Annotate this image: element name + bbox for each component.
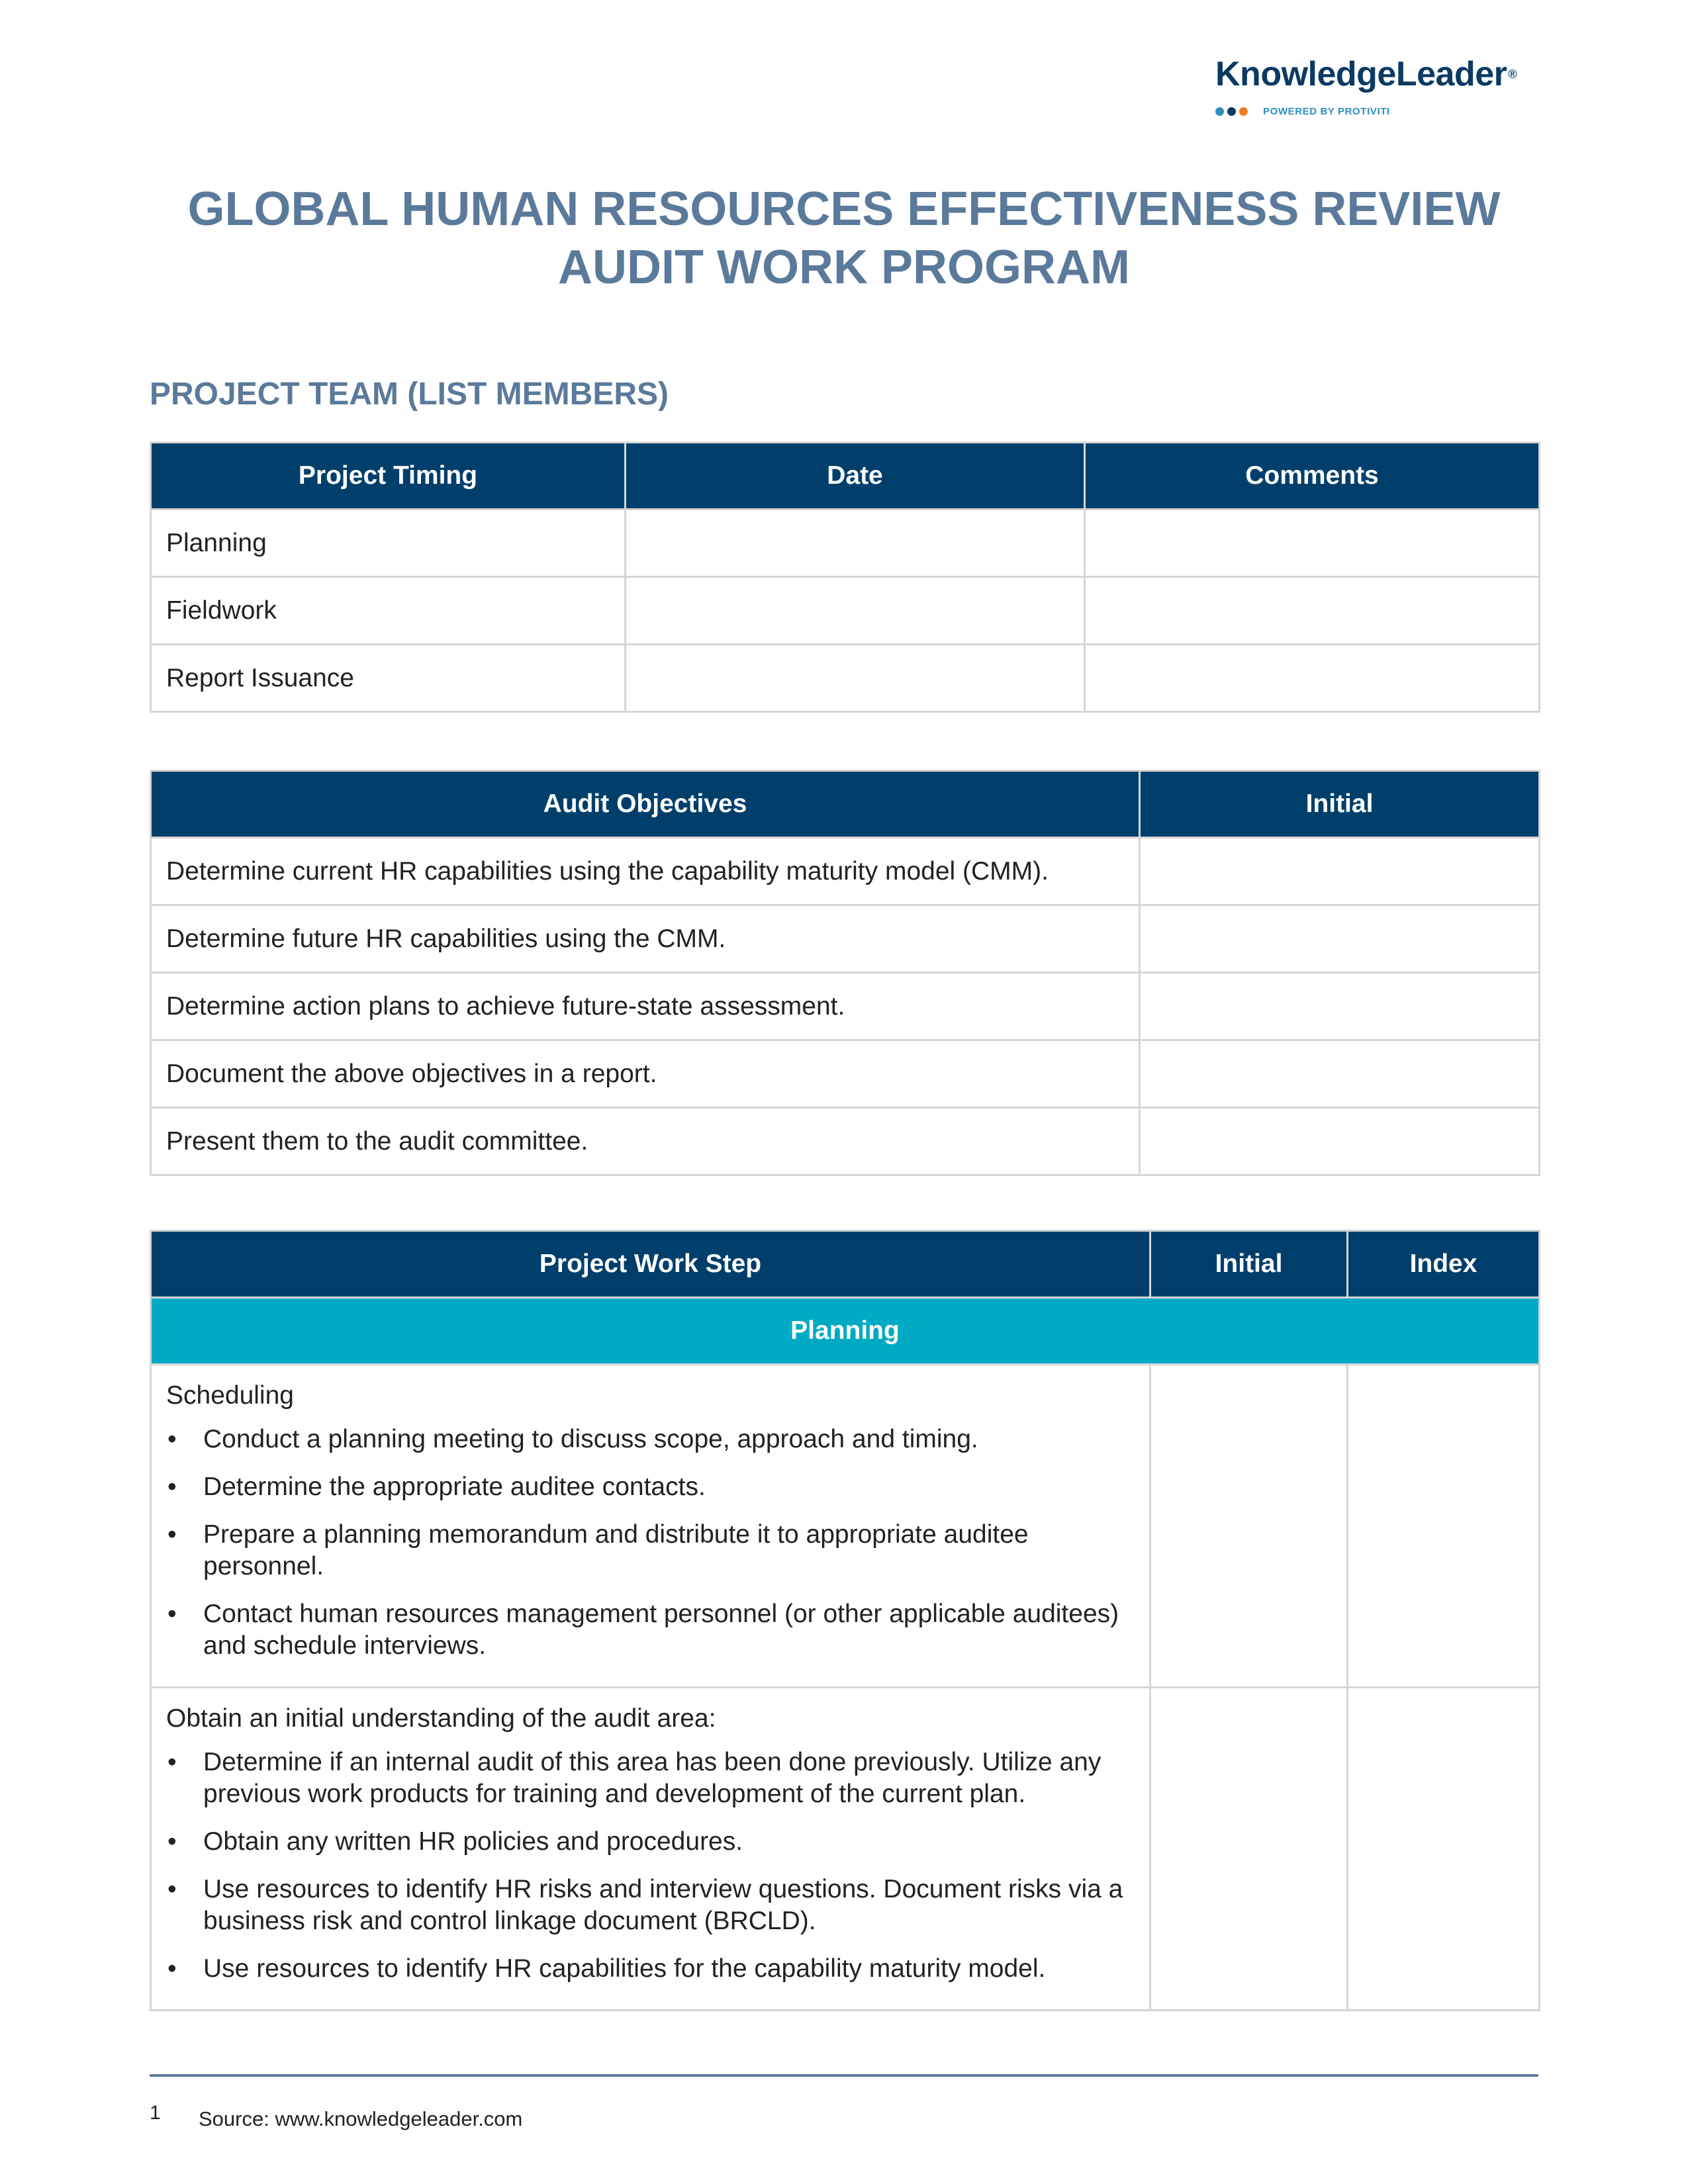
logo-tagline: POWERED BY PROTIVITI — [1263, 106, 1390, 117]
work-step-title: Scheduling — [166, 1381, 294, 1410]
table-row — [151, 1688, 1540, 2011]
source-note: Source: www.knowledgeleader.com — [199, 2107, 523, 2130]
section-heading: PROJECT TEAM (LIST MEMBERS) — [150, 377, 669, 412]
date-cell[interactable] — [626, 645, 1085, 712]
initial-cell[interactable] — [1140, 905, 1540, 973]
date-cell[interactable] — [626, 510, 1085, 577]
column-header: Project Timing — [151, 443, 626, 510]
work-step-bullet: • Contact human resources management personnel (or other applicable auditees) and schedule interviews. — [166, 1598, 1135, 1662]
table-row — [151, 577, 1540, 645]
knowledgeleader-logo — [1215, 54, 1533, 127]
page-number: 1 — [150, 2102, 161, 2124]
work-step-bullet: • Use resources to identify HR capabilities for the capability maturity model. — [166, 1953, 1135, 1985]
logo-dot-icon — [1215, 107, 1224, 116]
objective-cell: Present them to the audit committee. — [151, 1108, 1140, 1175]
logo-dot-icon — [1227, 107, 1236, 116]
work-step-bullet: • Determine if an internal audit of this area has been done previously. Utilize any previous work products for training and development of the current plan. — [166, 1747, 1135, 1810]
logo-name: KnowledgeLeader — [1215, 55, 1507, 93]
work-step-cell — [151, 1365, 1150, 1688]
table-row — [151, 645, 1540, 712]
logo-tagline-row — [1215, 106, 1390, 117]
table-row — [151, 905, 1540, 973]
document-title-line1: GLOBAL HUMAN RESOURCES EFFECTIVENESS REVIEW — [187, 183, 1501, 236]
index-cell[interactable] — [1348, 1688, 1540, 2011]
work-step-cell — [151, 1688, 1150, 2011]
comments-cell[interactable] — [1085, 510, 1540, 577]
work-step-bullet: • Conduct a planning meeting to discuss scope, approach and timing. — [166, 1424, 1135, 1455]
column-header: Project Work Step — [151, 1231, 1150, 1298]
footer-divider — [150, 2074, 1538, 2077]
work-step-bullet: • Use resources to identify HR risks and interview questions. Document risks via a business risk and control linkage document (BRCLD). — [166, 1874, 1135, 1937]
table-header-row — [151, 771, 1540, 838]
initial-cell[interactable] — [1150, 1688, 1348, 2011]
table-row — [151, 1108, 1540, 1175]
initial-cell[interactable] — [1140, 838, 1540, 905]
column-header: Index — [1348, 1231, 1540, 1298]
initial-cell[interactable] — [1140, 1108, 1540, 1175]
comments-cell[interactable] — [1085, 577, 1540, 645]
initial-cell[interactable] — [1140, 1040, 1540, 1108]
section-row — [151, 1298, 1540, 1365]
work-step-title: Obtain an initial understanding of the audit area: — [166, 1704, 716, 1733]
section-header-planning: Planning — [151, 1298, 1540, 1365]
logo-trademark: ® — [1508, 68, 1517, 81]
objective-cell: Determine future HR capabilities using the CMM. — [151, 905, 1140, 973]
work-step-bullet: • Prepare a planning memorandum and distribute it to appropriate auditee personnel. — [166, 1519, 1135, 1582]
index-cell[interactable] — [1348, 1365, 1540, 1688]
objective-cell: Determine current HR capabilities using the capability maturity model (CMM). — [151, 838, 1140, 905]
table-row — [151, 1365, 1540, 1688]
document-title-line2: AUDIT WORK PROGRAM — [558, 241, 1130, 294]
table-row — [151, 1040, 1540, 1108]
project-work-step-table — [150, 1230, 1540, 2011]
work-step-list — [166, 1424, 1135, 1662]
table-row — [151, 838, 1540, 905]
project-timing-table — [150, 441, 1540, 713]
comments-cell[interactable] — [1085, 645, 1540, 712]
work-step-bullet: • Determine the appropriate auditee contacts. — [166, 1471, 1135, 1503]
column-header: Date — [626, 443, 1085, 510]
table-header-row — [151, 443, 1540, 510]
column-header: Initial — [1150, 1231, 1348, 1298]
column-header: Comments — [1085, 443, 1540, 510]
table-row — [151, 973, 1540, 1040]
phase-cell: Fieldwork — [151, 577, 626, 645]
phase-cell: Report Issuance — [151, 645, 626, 712]
work-step-list — [166, 1747, 1135, 1985]
work-step-bullet: • Obtain any written HR policies and procedures. — [166, 1826, 1135, 1858]
column-header: Initial — [1140, 771, 1540, 838]
initial-cell[interactable] — [1150, 1365, 1348, 1688]
table-row — [151, 510, 1540, 577]
objective-cell: Determine action plans to achieve future-state assessment. — [151, 973, 1140, 1040]
column-header: Audit Objectives — [151, 771, 1140, 838]
logo-dot-icon — [1239, 107, 1248, 116]
table-header-row — [151, 1231, 1540, 1298]
audit-objectives-table — [150, 770, 1540, 1176]
objective-cell: Document the above objectives in a report. — [151, 1040, 1140, 1108]
initial-cell[interactable] — [1140, 973, 1540, 1040]
date-cell[interactable] — [626, 577, 1085, 645]
phase-cell: Planning — [151, 510, 626, 577]
